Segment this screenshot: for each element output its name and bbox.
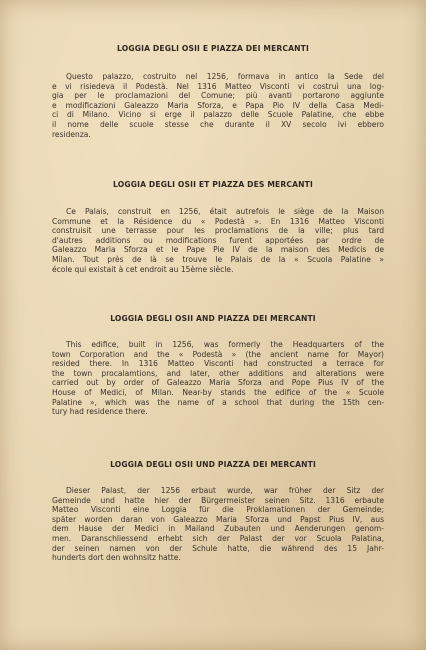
text-line: dem Hause der Medici in Mailand Zubauten und Aenderungen genom-	[52, 524, 384, 534]
text-line: ci di Milano. Vicino si erge il palazzo delle Scuole Palatine, che ebbe	[52, 110, 384, 120]
section-title: LOGGIA DEGLI OSII E PIAZZA DEI MERCANTI	[117, 44, 309, 53]
section-body	[52, 486, 384, 563]
text-line: il nome delle scuole stesse che durante il XV secolo ivi ebbero	[52, 119, 384, 129]
section-body	[52, 72, 384, 139]
text-line: Gemeinde und hatte hier der Bürgermeister seinen Sitz. 1316 erbaute	[52, 495, 384, 505]
text-line: e modificazioni Galeazzo Maria Sforza, e Papa Pio IV della Casa Medi-	[52, 100, 384, 110]
text-line: gia per le proclamazioni del Comune; più avanti portarono aggiunte	[52, 91, 384, 101]
text-line: hunderts dort den wohnsitz hatte.	[52, 553, 181, 563]
text-line: Galeazzo Maria Sforza et le Pape Pie IV de la maison des Medicis de	[52, 245, 384, 255]
section-title: LOGGIA DEGLI OSII ET PIAZZA DES MERCANTI	[113, 180, 313, 189]
text-line: später worden daran von Galeazzo Maria Sforza und Papst Pius IV, aus	[52, 514, 384, 524]
text-line: House of Medici, of Milan. Near-by stands the edifice of the « Scuole	[52, 387, 384, 397]
text-line: town Corporation and the « Podestà » (the ancient name for Mayor)	[52, 349, 384, 359]
text-line: Ce Palais, construit en 1256, était autrefois le siège de la Maison	[66, 207, 384, 216]
section-english	[0, 314, 426, 417]
section-body	[52, 207, 384, 274]
section-italian	[0, 44, 426, 139]
text-line: e vi risiedeva il Podestà. Nel 1316 Matteo Visconti vi costruì una log-	[52, 81, 384, 91]
text-line: d'autres additions ou modifications furent apportées par ordre de	[52, 235, 384, 245]
section-body	[52, 340, 384, 417]
section-title: LOGGIA DEGLI OSII AND PIAZZA DEI MERCANTI	[110, 314, 316, 323]
text-line: residenza.	[52, 129, 91, 139]
text-line: Commune et la Résidence du « Podestà ». En 1316 Matteo Visconti	[52, 216, 384, 226]
section-french	[0, 180, 426, 274]
text-line: Dieser Palast, der 1256 erbaut wurde, war früher der Sitz der	[66, 486, 384, 495]
text-line: This edifice, built in 1256, was formerly the Headquarters of the	[66, 340, 384, 349]
text-line: Milan. Tout près de là se trouve le Palais de la « Scuola Palatine »	[52, 254, 384, 264]
text-line: der seinen namen von der Schule hatte, die während des 15 Jahr-	[52, 543, 384, 553]
section-german	[0, 460, 426, 563]
text-line: Questo palazzo, costruito nel 1256, formava in antico la Sede del	[66, 72, 384, 81]
text-line: tury had residence there.	[52, 407, 148, 417]
text-line: Matteo Visconti eine Loggia für die Proklamationen der Gemeinde;	[52, 505, 384, 515]
text-line: carried out by order of Galeazzo Maria Sforza and Pope Pius IV of the	[52, 378, 384, 388]
section-title: LOGGIA DEGLI OSII UND PIAZZA DEI MERCANTI	[110, 460, 316, 469]
text-line: the town procalamtions, and later, other additions and alterations were	[52, 368, 384, 378]
text-line: école qui existait à cet endroit au 15ème siècle.	[52, 264, 234, 274]
text-line: Palatine », which was the name of a school that during the 15th cen-	[52, 397, 384, 407]
text-line: construisit une terrasse pour les proclamations de la ville; plus tard	[52, 226, 384, 236]
text-line: men. Daranschliessend erhebt sich der Palast der vor Scuola Palatina,	[52, 533, 384, 543]
text-line: resided there. In 1316 Matteo Visconti had constructed a terrace for	[52, 359, 384, 369]
